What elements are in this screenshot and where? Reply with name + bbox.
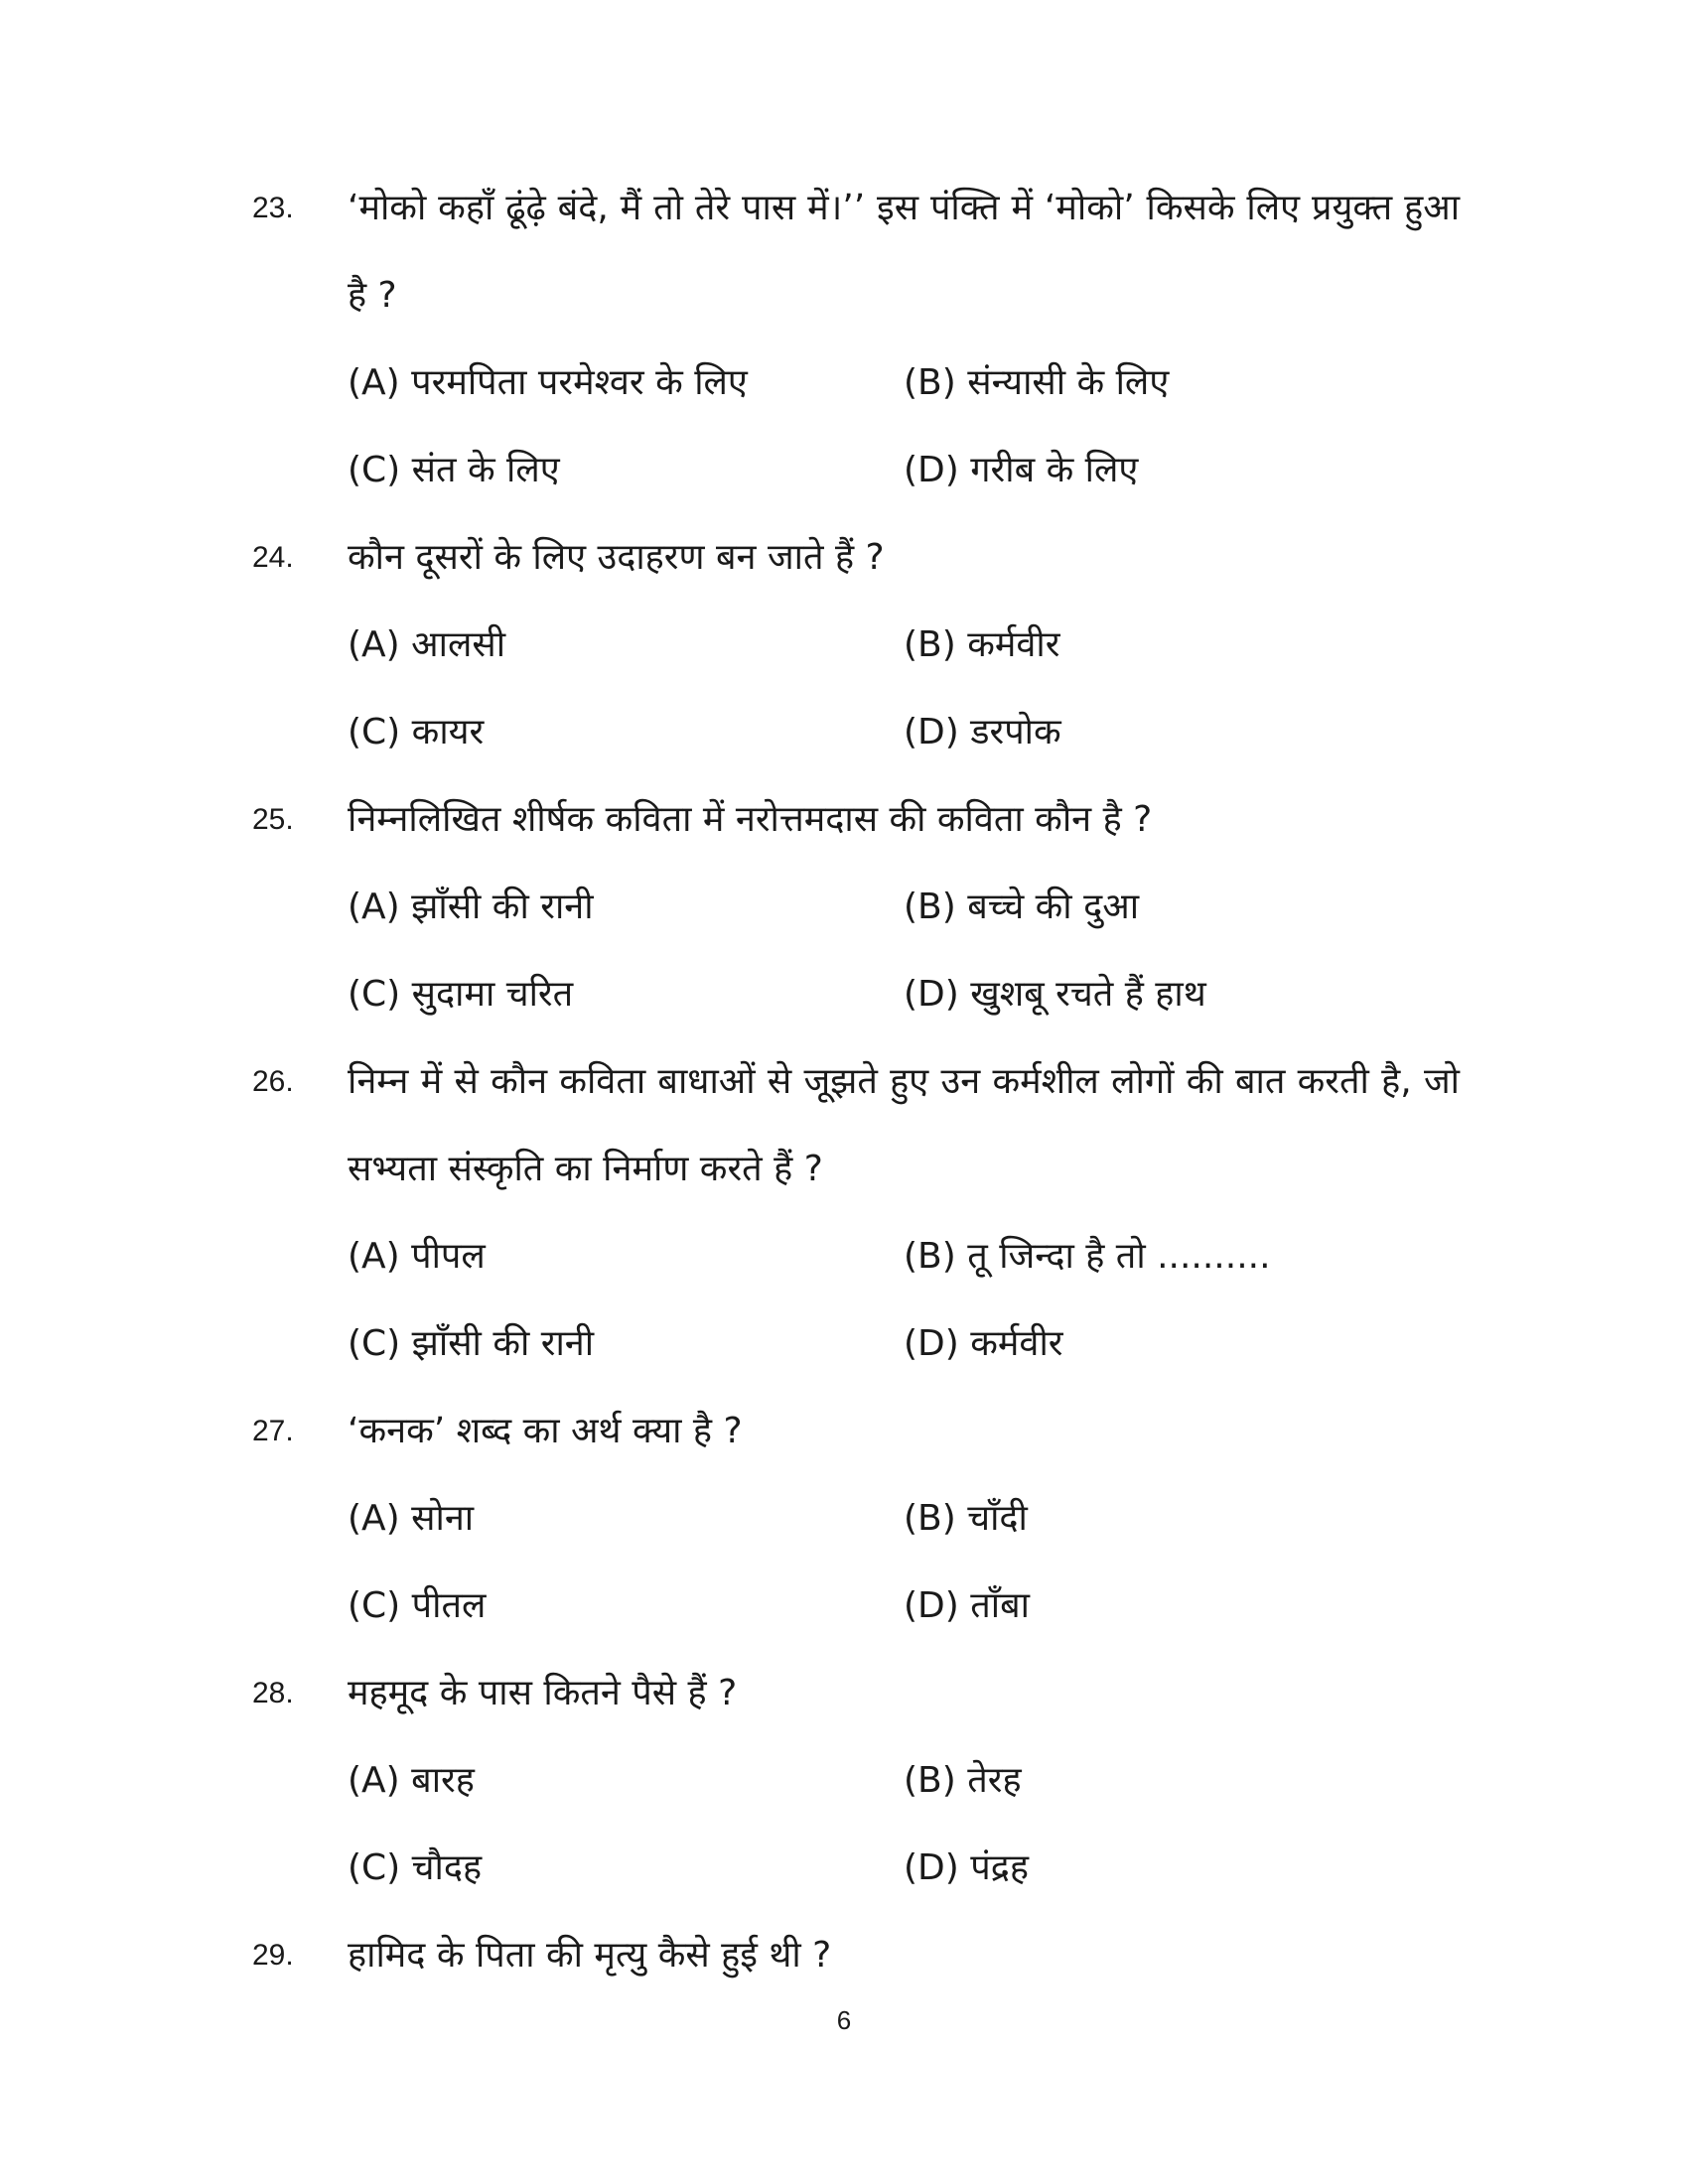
option-a[interactable]: (A) बारह bbox=[348, 1760, 475, 1801]
option-c[interactable]: (C) संत के लिए bbox=[348, 450, 560, 490]
question-number: 29. bbox=[252, 1939, 294, 1972]
question-text: महमूद के पास कितने पैसे हैं ? bbox=[348, 1673, 738, 1713]
question-text: निम्नलिखित शीर्षक कविता में नरोत्तमदास की कविता कौन है ? bbox=[348, 799, 1153, 840]
option-b[interactable]: (B) कर्मवीर bbox=[904, 624, 1060, 665]
option-a[interactable]: (A) परमपिता परमेश्वर के लिए bbox=[348, 362, 748, 403]
option-d[interactable]: (D) कर्मवीर bbox=[904, 1323, 1063, 1364]
option-b[interactable]: (B) बच्चे की दुआ bbox=[904, 887, 1139, 927]
option-c[interactable]: (C) झाँसी की रानी bbox=[348, 1323, 595, 1364]
question-number: 24. bbox=[252, 541, 294, 574]
question-text: ‘मोको कहाँ ढूंढ़े बंदे, मैं तो तेरे पास में।’’ इस पंक्ति में ‘मोको’ किसके लिए प्रयुक्त हुआ है ? bbox=[348, 188, 1460, 316]
option-b[interactable]: (B) चाँदी bbox=[904, 1498, 1028, 1539]
option-a[interactable]: (A) पीपल bbox=[348, 1236, 486, 1277]
option-b[interactable]: (B) तेरह bbox=[904, 1760, 1022, 1801]
option-d[interactable]: (D) गरीब के लिए bbox=[904, 450, 1139, 490]
option-a[interactable]: (A) सोना bbox=[348, 1498, 475, 1539]
question-number: 23. bbox=[252, 192, 294, 224]
question-text: हामिद के पिता की मृत्यु कैसे हुई थी ? bbox=[348, 1935, 832, 1976]
option-d[interactable]: (D) पंद्रह bbox=[904, 1847, 1029, 1888]
option-a[interactable]: (A) झाँसी की रानी bbox=[348, 887, 594, 927]
option-c[interactable]: (C) सुदामा चरित bbox=[348, 974, 574, 1015]
option-b[interactable]: (B) संन्यासी के लिए bbox=[904, 362, 1170, 403]
question-number: 28. bbox=[252, 1677, 294, 1709]
question-number: 26. bbox=[252, 1065, 294, 1098]
option-a[interactable]: (A) आलसी bbox=[348, 624, 506, 665]
question-number: 27. bbox=[252, 1415, 294, 1447]
option-b[interactable]: (B) तू जिन्दा है तो .......... bbox=[904, 1236, 1271, 1277]
option-c[interactable]: (C) पीतल bbox=[348, 1585, 487, 1626]
question-text: कौन दूसरों के लिए उदाहरण बन जाते हैं ? bbox=[348, 537, 885, 578]
page-number: 6 bbox=[836, 2005, 852, 2035]
option-d[interactable]: (D) ताँबा bbox=[904, 1585, 1030, 1626]
option-c[interactable]: (C) चौदह bbox=[348, 1847, 483, 1888]
option-c[interactable]: (C) कायर bbox=[348, 712, 485, 752]
question-number: 25. bbox=[252, 803, 294, 836]
option-d[interactable]: (D) डरपोक bbox=[904, 712, 1061, 752]
option-d[interactable]: (D) खुशबू रचते हैं हाथ bbox=[904, 974, 1206, 1015]
question-text: ‘कनक’ शब्द का अर्थ क्या है ? bbox=[348, 1411, 743, 1451]
question-text: निम्न में से कौन कविता बाधाओं से जूझते हुए उन कर्मशील लोगों की बात करती है, जो सभ्यता संस्कृति का निर्माण करते हैं ? bbox=[348, 1061, 1460, 1189]
